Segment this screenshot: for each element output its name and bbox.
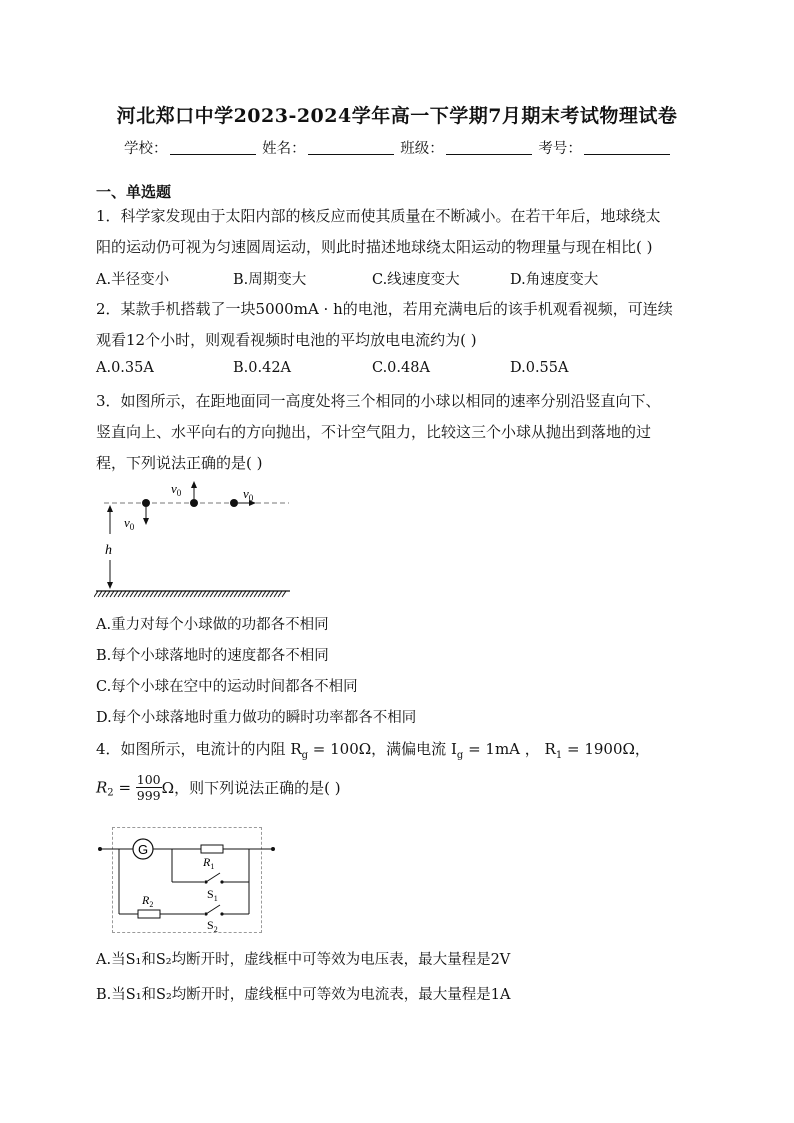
circuit-figure	[96, 826, 282, 936]
school-label: 学校：	[124, 141, 168, 157]
class-label: 班级：	[400, 141, 444, 157]
q3-option-a: A.重力对每个小球做的功都各不相同	[96, 617, 329, 633]
page-title: 河北郑口中学2023-2024学年高一下学期7月期末考试物理试卷	[116, 105, 678, 127]
ground-hatch-stroke	[98, 591, 102, 597]
ground-hatch-stroke	[246, 591, 250, 597]
q1-option-c: C.线速度变大	[372, 272, 460, 288]
ground-hatch-stroke	[158, 591, 162, 597]
ground-hatch-stroke	[214, 591, 218, 597]
q4-option-a: A.当S₁和S₂均断开时，虚线框中可等效为电压表，最大量程是2V	[96, 952, 511, 968]
q3-line-2: 竖直向上、水平向右的方向抛出，不计空气阻力，比较这三个小球从抛出到落地的过	[96, 423, 652, 441]
r1-label: $R_1$	[203, 855, 215, 871]
q2-line-2: 观看12个小时，则观看视频时电池的平均放电电流约为( )	[96, 331, 477, 349]
velocity-down-arrowhead	[143, 518, 149, 525]
ground-hatch-stroke	[150, 591, 154, 597]
ground-hatch-stroke	[94, 591, 98, 597]
ground-hatch-stroke	[138, 591, 142, 597]
ground-hatch-stroke	[178, 591, 182, 597]
ground-hatch-stroke	[122, 591, 126, 597]
v0-label-right: $v_0$	[243, 486, 254, 503]
ground-hatch-stroke	[262, 591, 266, 597]
ground-hatch-stroke	[170, 591, 174, 597]
q1-line-1: 1．科学家发现由于太阳内部的核反应而使其质量在不断减小。在若干年后，地球绕太	[96, 207, 661, 225]
ground-hatch-stroke	[238, 591, 242, 597]
ground-hatch-stroke	[194, 591, 198, 597]
q1-line-2: 阳的运动仍可视为匀速圆周运动，则此时描述地球绕太阳运动的物理量与现在相比( )	[96, 238, 653, 256]
ground-hatch-stroke	[226, 591, 230, 597]
ground-hatch-stroke	[218, 591, 222, 597]
ground-hatch-stroke	[202, 591, 206, 597]
h-arrowhead-up	[107, 505, 113, 512]
q4-line-2: $R_2$ = $\frac{100}{999}$ Ω，则下列说法正确的是( )	[96, 772, 341, 803]
ground-hatch-stroke	[126, 591, 130, 597]
ground-hatch-stroke	[250, 591, 254, 597]
ground-hatch-stroke	[222, 591, 226, 597]
ground-hatch-stroke	[274, 591, 278, 597]
number-label: 考号：	[538, 141, 582, 157]
velocity-up-arrowhead	[191, 481, 197, 488]
section-heading: 一、单选题	[96, 183, 172, 201]
switch-s2	[206, 905, 220, 914]
ground-hatch-stroke	[266, 591, 270, 597]
ball-down	[142, 499, 150, 507]
ground-hatch-stroke	[146, 591, 150, 597]
ground-hatch-stroke	[198, 591, 202, 597]
ground-hatch-stroke	[114, 591, 118, 597]
r2-fraction: $\frac{100}{999}$	[136, 772, 161, 803]
ground-hatch-stroke	[102, 591, 106, 597]
projectile-figure	[94, 476, 294, 602]
q3-option-c: C.每个小球在空中的运动时间都各不相同	[96, 679, 358, 695]
v0-label-up: $v_0$	[171, 481, 182, 498]
h-arrowhead-down	[107, 582, 113, 589]
q1-option-b: B.周期变大	[233, 272, 307, 288]
ground-hatch-stroke	[206, 591, 210, 597]
q3-option-b: B.每个小球落地时的速度都各不相同	[96, 648, 329, 664]
ball-up	[190, 499, 198, 507]
ground-hatch-stroke	[242, 591, 246, 597]
terminal-right	[271, 847, 275, 851]
ground-hatch-stroke	[282, 591, 286, 597]
v0-label-down: $v_0$	[124, 515, 135, 532]
ground-hatch-stroke	[210, 591, 214, 597]
ground-hatch-stroke	[154, 591, 158, 597]
ground-hatch-stroke	[182, 591, 186, 597]
q3-line-1: 3．如图所示，在距地面同一高度处将三个相同的小球以相同的速率分别沿竖直向下、	[96, 392, 661, 410]
name-blank	[308, 140, 394, 155]
s1-label: $S_1$	[207, 887, 218, 903]
switch-s1	[206, 873, 220, 882]
q2-line-1: 2．某款手机搭载了一块5000mA · h的电池，若用充满电后的该手机观看视频，可连续	[96, 300, 673, 318]
name-label: 姓名：	[262, 141, 306, 157]
ground-hatch-stroke	[174, 591, 178, 597]
ground-hatch-stroke	[118, 591, 122, 597]
school-blank	[170, 140, 256, 155]
ground-hatch-stroke	[134, 591, 138, 597]
h-label: h	[105, 543, 112, 558]
q1-option-d: D.角速度变大	[510, 272, 599, 288]
ground-hatch-stroke	[110, 591, 114, 597]
class-blank	[446, 140, 532, 155]
ground-hatch-stroke	[106, 591, 110, 597]
galvanometer-label: G	[137, 842, 149, 857]
ground-hatch-stroke	[190, 591, 194, 597]
q2-option-d: D.0.55A	[510, 360, 569, 376]
ground-hatch-stroke	[254, 591, 258, 597]
resistor-r1	[201, 845, 223, 853]
terminal-left	[98, 847, 102, 851]
resistor-r2	[138, 910, 160, 918]
r2-label: $R_2$	[142, 893, 154, 909]
ground-hatching	[94, 591, 286, 597]
q3-line-3: 程，下列说法正确的是( )	[96, 454, 263, 472]
ground-hatch-stroke	[162, 591, 166, 597]
number-blank	[584, 140, 670, 155]
ball-horizontal	[230, 499, 238, 507]
ground-hatch-stroke	[270, 591, 274, 597]
ground-hatch-stroke	[234, 591, 238, 597]
q2-option-b: B.0.42A	[233, 360, 292, 376]
q2-option-a: A.0.35A	[96, 360, 154, 376]
q1-option-a: A.半径变小	[96, 272, 170, 288]
q4-option-b: B.当S₁和S₂均断开时，虚线框中可等效为电流表，最大量程是1A	[96, 987, 511, 1003]
q2-option-c: C.0.48A	[372, 360, 430, 376]
s2-label: $S_2$	[207, 918, 218, 934]
ground-hatch-stroke	[230, 591, 234, 597]
q4-line-1: 4．如图所示，电流计的内阻 $R_g = 100\Omega$，满偏电流 $I_g = 1mA$ ， $R_1 = 1900\Omega$，	[96, 740, 650, 761]
ground-hatch-stroke	[130, 591, 134, 597]
ground-hatch-stroke	[142, 591, 146, 597]
q3-option-d: D.每个小球落地时重力做功的瞬时功率都各不相同	[96, 710, 417, 726]
ground-hatch-stroke	[258, 591, 262, 597]
ground-hatch-stroke	[166, 591, 170, 597]
ground-hatch-stroke	[186, 591, 190, 597]
ground-hatch-stroke	[278, 591, 282, 597]
student-info-line	[124, 137, 672, 158]
